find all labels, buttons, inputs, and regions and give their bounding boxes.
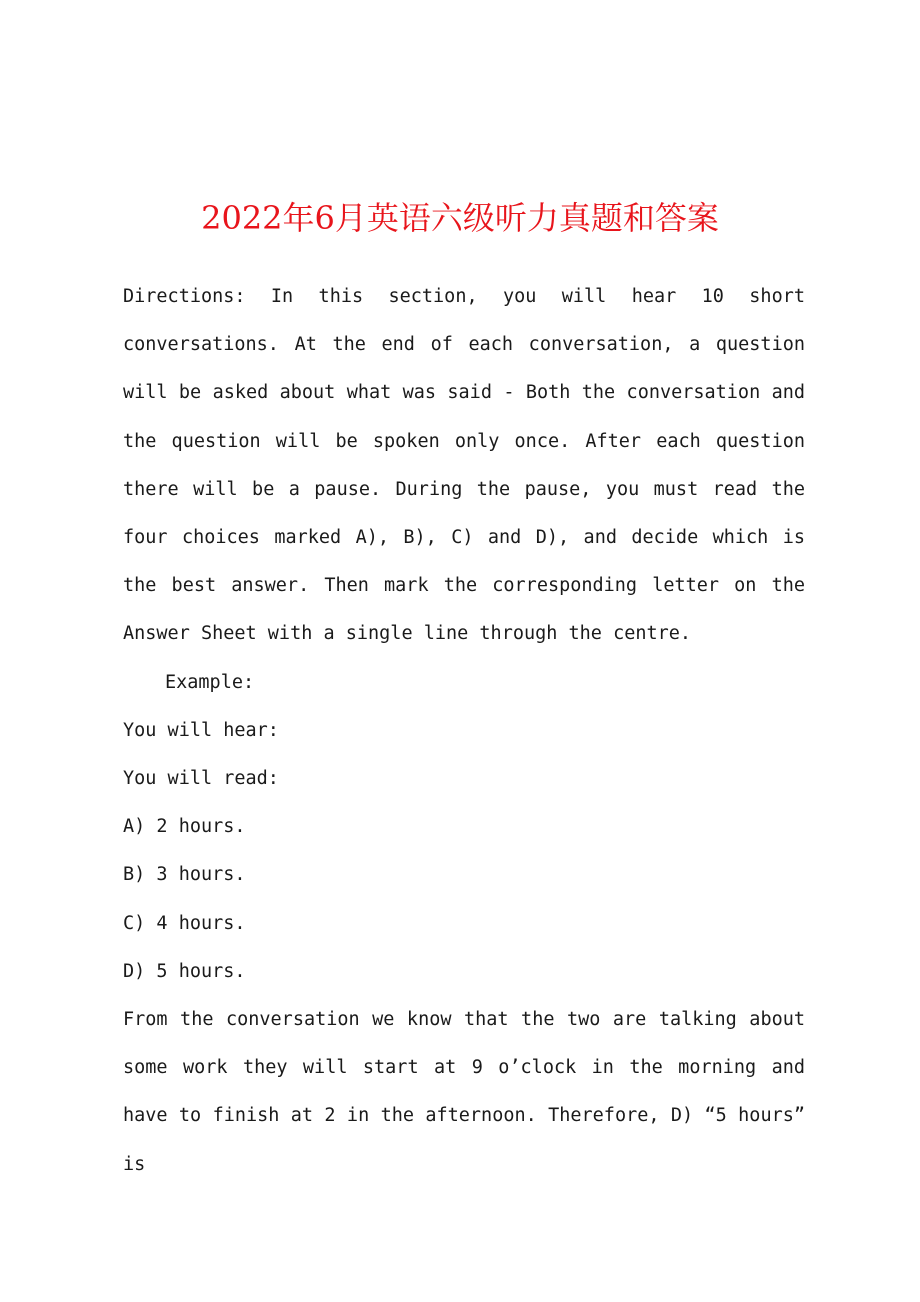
document-title: 2022年6月英语六级听力真题和答案 [201, 199, 719, 237]
you-will-read-label: You will read: [123, 768, 279, 790]
document-body [123, 273, 805, 1189]
option-b: B) 3 hours. [123, 864, 246, 886]
explanation-paragraph: From the conversation we know that the two are talking about some work they will start at 9 o’clock in the morning and have to finish at 2 in the afternoon. Therefore, D) “5 hours” is [123, 1009, 805, 1175]
option-a: A) 2 hours. [123, 816, 246, 838]
example-label: Example: [165, 671, 255, 693]
option-c: C) 4 hours. [123, 912, 246, 934]
you-will-hear-label: You will hear: [123, 719, 279, 741]
directions-paragraph: Directions: In this section, you will hear 10 short conversations. At the end of each conversation, a question will be asked about what was said - Both the conversation and the question will be spoken only once. After each question there will be a pause. During the pause, you must read the four choices marked A), B), C) and D), and decide which is the best answer. Then mark the corresponding letter on the Answer Sheet with a single line through the centre. [123, 286, 805, 645]
option-d: D) 5 hours. [123, 960, 246, 982]
